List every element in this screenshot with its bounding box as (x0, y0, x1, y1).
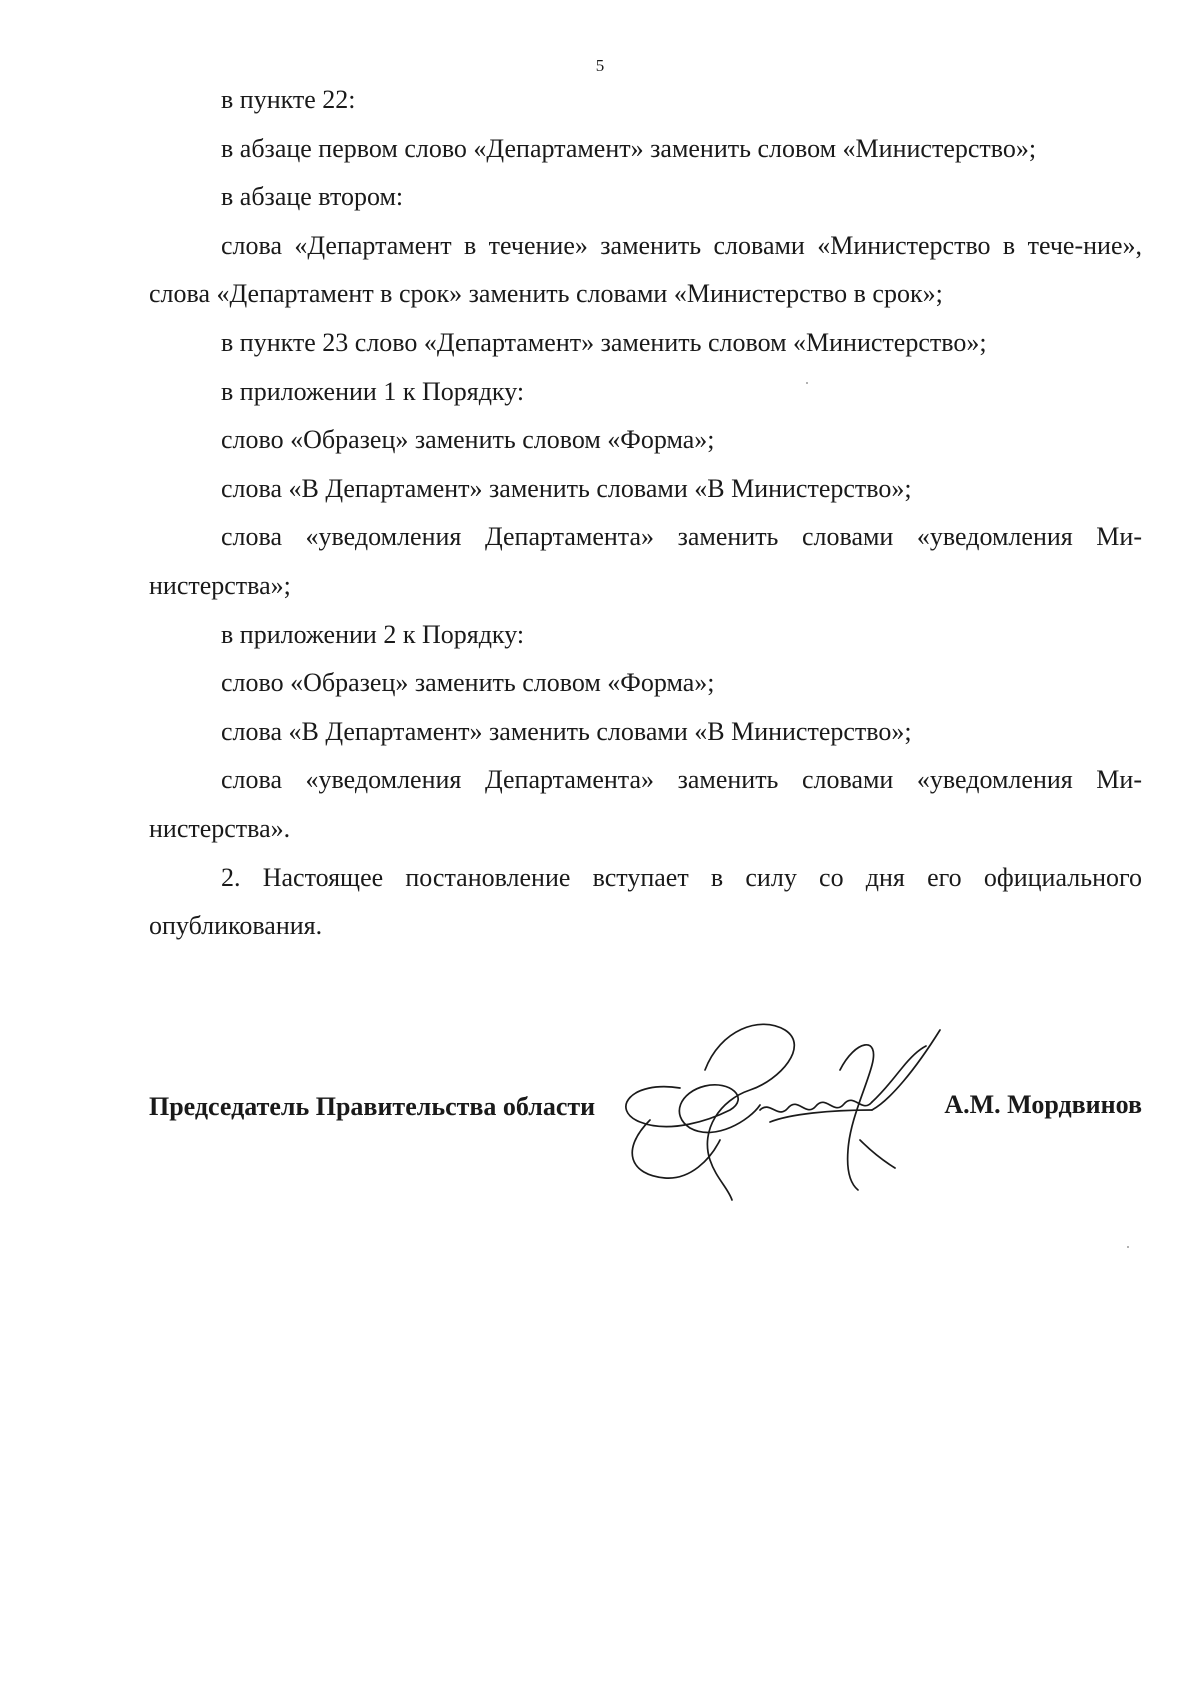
signatory-position: Председатель Правительства области (149, 1092, 596, 1121)
paragraph: слова «Департамент в течение» заменить словами «Министерство в тече-ние», слова «Департамент в срок» заменить словами «Министерство в срок»; (149, 230, 1142, 309)
scan-speck (1127, 1246, 1129, 1248)
handwritten-signature (610, 1010, 960, 1210)
paragraph: 2. Настоящее постановление вступает в силу со дня его официального опубликования. (149, 862, 1142, 941)
paragraph: слова «уведомления Департамента» заменить словами «уведомления Ми-нистерства»; (149, 522, 1142, 600)
paragraph: в приложении 2 к Порядку: (221, 619, 525, 649)
paragraph: слова «В Департамент» заменить словами «В Министерство»; (221, 473, 912, 503)
scan-speck (806, 382, 808, 384)
paragraph: в абзаце первом слово «Департамент» заменить словом «Министерство»; (221, 133, 1037, 163)
signatory-name: А.М. Мордвинов (944, 1090, 1142, 1119)
paragraph: в приложении 1 к Порядку: (221, 376, 525, 406)
paragraph: слово «Образец» заменить словом «Форма»; (221, 668, 715, 698)
document-body (149, 76, 1142, 951)
page-number: 5 (595, 56, 605, 75)
paragraph: слова «В Департамент» заменить словами «В Министерство»; (221, 716, 912, 746)
paragraph: в пункте 22: (221, 85, 356, 114)
paragraph: в абзаце втором: (221, 182, 404, 212)
paragraph: слова «уведомления Департамента» заменить словами «уведомления Ми-нистерства». (149, 765, 1142, 843)
paragraph: в пункте 23 слово «Департамент» заменить словом «Министерство»; (221, 327, 987, 357)
paragraph: слово «Образец» заменить словом «Форма»; (221, 425, 715, 455)
